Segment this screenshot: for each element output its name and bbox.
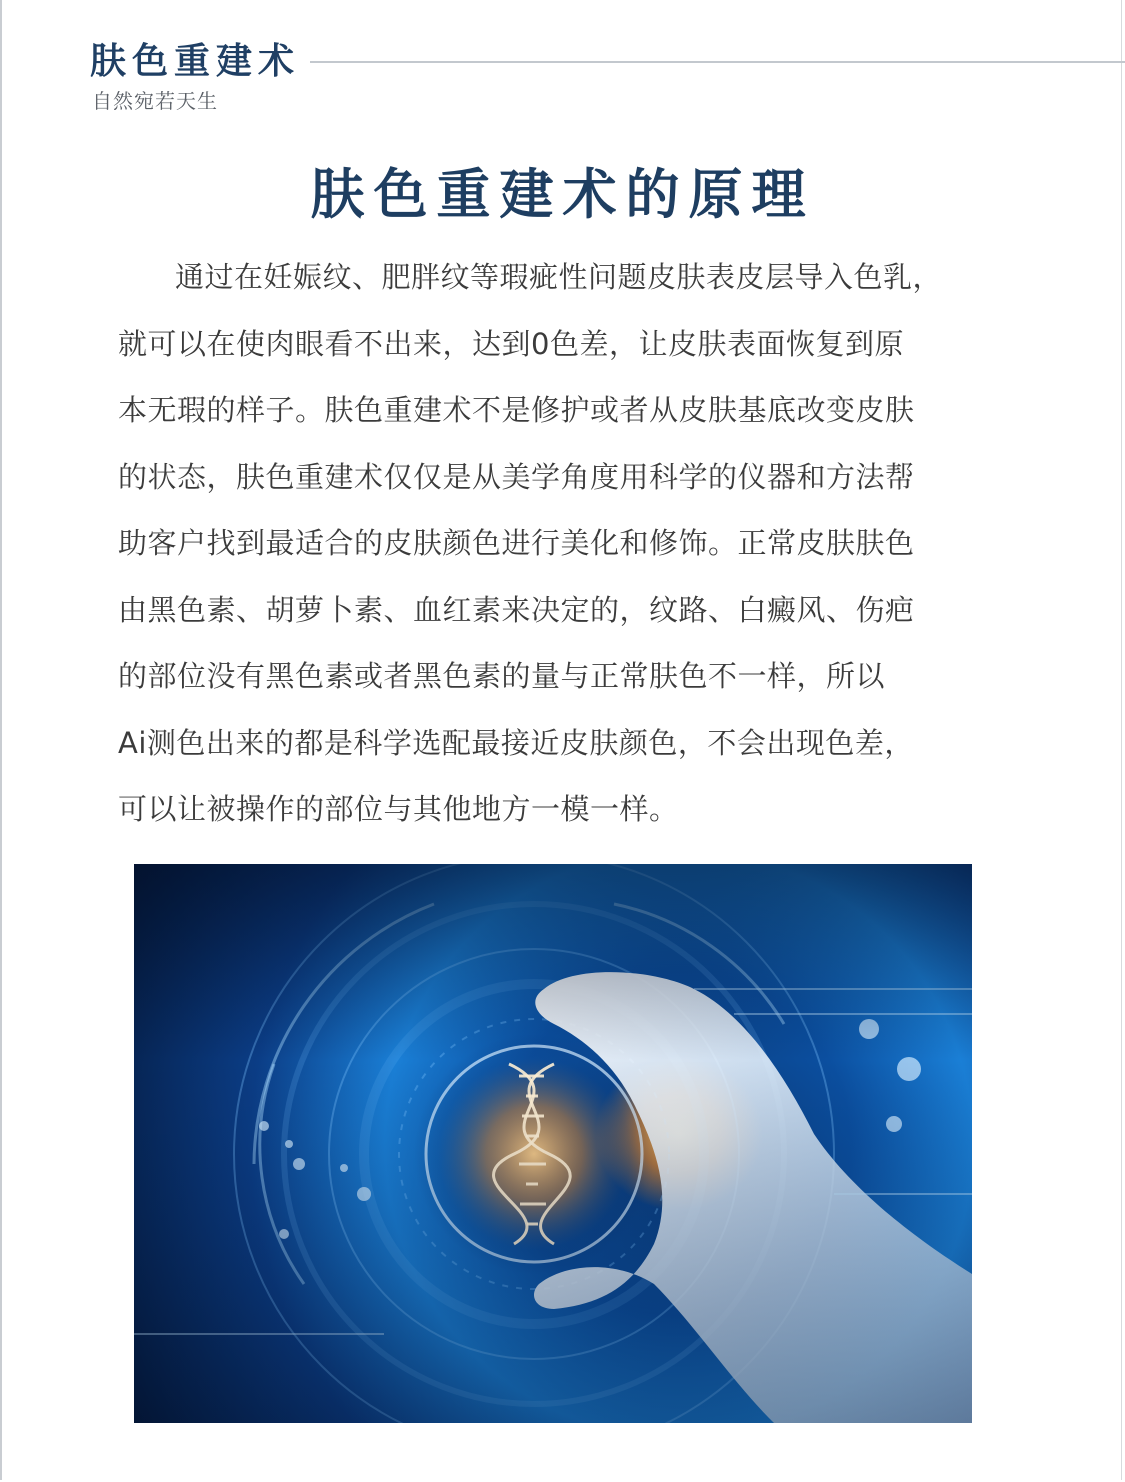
paragraph-line: 的状态，肤色重建术仅仅是从美学角度用科学的仪器和方法帮 (118, 459, 915, 494)
brand-title: 肤色重建术 (90, 41, 301, 82)
paragraph-line: 的部位没有黑色素或者黑色素的量与正常肤色不一样，所以 (118, 659, 886, 693)
brand-subtitle: 自然宛若天生 (92, 89, 218, 113)
dna-lab-illustration (134, 864, 972, 1423)
paragraph-line: 通过在妊娠纹、肥胖纹等瑕疵性问题皮肤表皮层导入色乳， (175, 260, 943, 294)
page-title: 肤色重建术的原理 (310, 163, 815, 226)
paragraph-line: 就可以在使肉眼看不出来，达到0色差，让皮肤表面恢复到原 (118, 326, 904, 361)
vignette (134, 864, 972, 1423)
paragraph-line: 由黑色素、胡萝卜素、血红素来决定的，纹路、白癜风、伤疤 (118, 592, 915, 627)
paragraph-line: 助客户找到最适合的皮肤颜色进行美化和修饰。正常皮肤肤色 (118, 526, 915, 560)
paragraph-line: 可以让被操作的部位与其他地方一模一样。 (118, 792, 679, 826)
paragraph-line: Ai测色出来的都是科学选配最接近皮肤颜色，不会出现色差， (118, 725, 914, 760)
paragraph-line: 本无瑕的样子。肤色重建术不是修护或者从皮肤基底改变皮肤 (118, 393, 915, 427)
header-divider (310, 61, 1125, 63)
article-body (118, 244, 1023, 843)
hero-image (134, 864, 972, 1423)
